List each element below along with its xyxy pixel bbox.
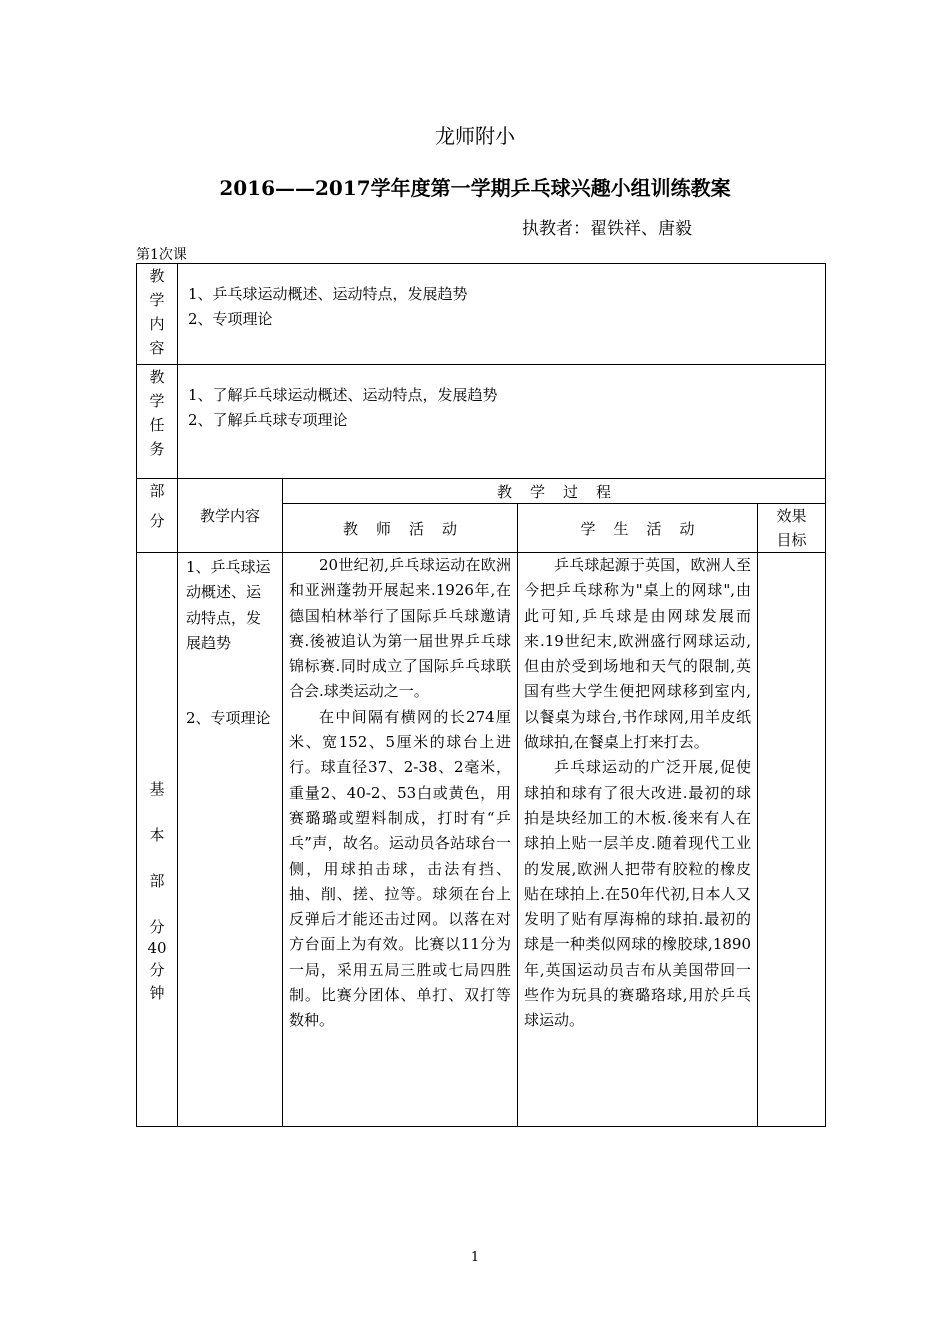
plan-title: 2016——2017学年度第一学期乒乓球兴趣小组训练教案: [219, 176, 731, 200]
process-header: 教 学 过 程: [283, 479, 826, 504]
content-label: 教 学 内 容: [137, 264, 178, 365]
content-item: 2、专项理论: [188, 310, 273, 328]
part-header: 部 分: [137, 479, 178, 553]
task-item: 2、了解乒乓球专项理论: [188, 411, 348, 429]
school-name: 龙师附小: [435, 124, 515, 148]
content-row: [137, 264, 826, 365]
task-items: [178, 365, 826, 479]
content-item-2: 2、专项理论: [186, 709, 271, 728]
task-row: [137, 365, 826, 479]
author-line: 执教者：翟铁祥、唐毅: [522, 219, 692, 239]
process-header-row: [137, 479, 826, 504]
effect-target: [758, 553, 826, 1127]
lesson-plan-table: [136, 263, 826, 1127]
base-part-row: [137, 553, 826, 1127]
teacher-activity: 20世纪初,乒乓球运动在欧洲和亚洲蓬勃开展起来.1926年,在德国柏林举行了国际乒乓球邀请赛.後被追认为第一届世界乒乓球锦标赛.同时成立了国际乒乓球联合会.球类运动之一。 在中间隔有横网的长274厘米、宽152、5厘米的球台上进行。球直径37、2-38、2毫米，重量2、40-2、53白或黄色，用赛璐璐或塑料制成，打时有“乒乓”声，故名。运动员各站球台一侧，用球拍击球，击法有挡、抽、削、搓、拉等。球须在台上反弹后才能还击过网。以落在对方台面上为有效。比赛以11分为一局，采用五局三胜或七局四胜制。比赛分团体、单打、双打等数种。: [283, 553, 518, 1127]
teacher-activity-header: 教 师 活 动: [283, 504, 518, 553]
base-part-label: 基 本 部 分 40 分 钟: [137, 553, 178, 1127]
base-part-content: [178, 553, 283, 1127]
content-items: [178, 264, 826, 365]
task-item: 1、了解乒乓球运动概述、运动特点，发展趋势: [188, 386, 498, 404]
student-activity: 乒乓球起源于英国，欧洲人至今把乒乓球称为"桌上的网球",由此可知,乒乓球是由网球发展而来.19世纪末,欧洲盛行网球运动,但由於受到场地和天气的限制,英国有些大学生便把网球移到室内,以餐桌为球台,书作球网,用羊皮纸做球拍,在餐桌上打来打去。 乒乓球运动的广泛开展,促使球拍和球有了很大改进.最初的球拍是块经加工的木板.後来有人在球拍上贴一层羊皮.随着现代工业的发展,欧洲人把带有胶粒的橡皮贴在球拍上.在50年代初,日本人又发明了贴有厚海棉的球拍.最初的球是一种类似网球的橡胶球,1890年,英国运动员吉布从美国带回一些作为玩具的赛璐珞球,用於乒乓球运动。: [518, 553, 758, 1127]
student-activity-header: 学 生 活 动: [518, 504, 758, 553]
content-item-1: 1、乒乓球运 动概述、运 动特点，发 展趋势: [186, 558, 271, 652]
task-label: 教 学 任 务: [137, 365, 178, 479]
content-header: 教学内容: [178, 479, 283, 553]
page-number: 1: [470, 1250, 480, 1265]
content-item: 1、乒乓球运动概述、运动特点，发展趋势: [188, 285, 468, 303]
lesson-label: 第1次课: [136, 247, 187, 263]
effect-header: 效果 目标: [758, 504, 826, 553]
